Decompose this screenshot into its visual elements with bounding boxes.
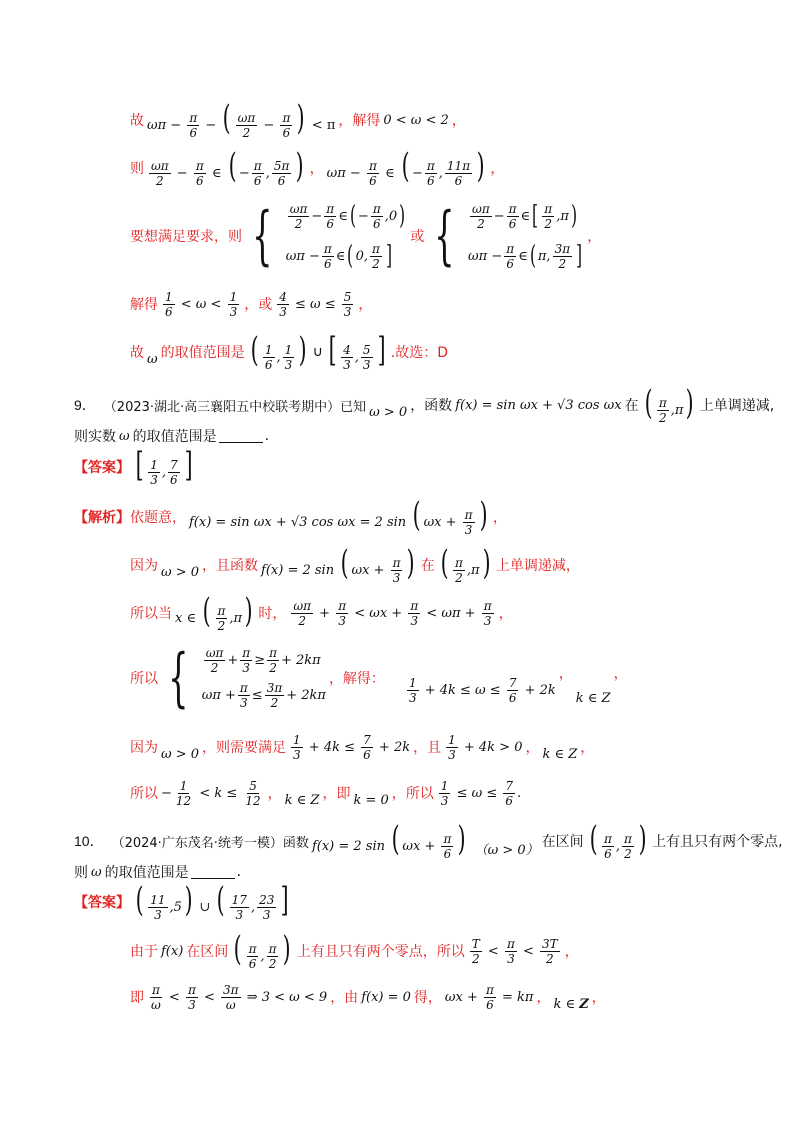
text: ， xyxy=(498,606,513,622)
answer-blank xyxy=(219,430,263,443)
text: ，则需要满足 xyxy=(202,740,287,756)
text: ，解得： xyxy=(328,671,385,687)
text: ，所以 xyxy=(391,786,434,802)
text: 在 xyxy=(420,558,435,574)
math-expr: ( $\frac{\pi}{6}$ , $\frac{\pi}{2}$ ) xyxy=(233,928,292,971)
text: ，且函数 xyxy=(202,558,259,574)
text: ，由 xyxy=(330,990,359,1006)
math-expr: − $\frac{1}{12}$ < k ≤ $\frac{5}{12}$ xyxy=(161,778,261,808)
text: ， xyxy=(564,944,579,960)
brace: { xyxy=(168,641,189,715)
math-expr: $\frac{4}{3}$ ≤ ω ≤ $\frac{5}{3}$ xyxy=(279,289,352,319)
text: 的取值范围是 xyxy=(104,865,189,881)
solution-line-4 xyxy=(130,284,372,324)
q9-answer xyxy=(74,446,198,488)
text: 要想满足要求，则 xyxy=(130,229,242,245)
solution-line-1 xyxy=(130,97,466,140)
math-expr: k ∈ Z xyxy=(284,792,320,808)
text: .故选：D xyxy=(390,345,448,361)
text: ，函数 xyxy=(410,398,453,414)
text: ，解得 xyxy=(338,113,381,129)
text: 在区间 xyxy=(541,834,584,850)
math-expr: ( $\frac{\pi}{6}$ , $\frac{\pi}{2}$ ) xyxy=(589,818,647,861)
q9-stem-line-2 xyxy=(74,424,269,448)
text: ， xyxy=(580,740,595,756)
math-expr: ωx + $\frac{\pi}{6}$ = kπ xyxy=(444,982,534,1012)
text: 上单调递减， xyxy=(495,558,580,574)
text: 由于 xyxy=(130,944,158,960)
text: 在 xyxy=(624,398,639,414)
text: ，即 xyxy=(322,786,351,802)
q9-analysis-line-5 xyxy=(130,726,594,768)
math-expr: $\frac{T}{2}$ < $\frac{\pi}{3}$ < $\frac{3T}{2}$ xyxy=(471,936,558,966)
q10-analysis-line-2 xyxy=(130,976,606,1018)
q10-answer xyxy=(74,880,295,924)
q9-analysis-line-3 xyxy=(130,592,513,634)
math-expr: $\frac{1}{3}$ + 4k ≤ $\frac{7}{6}$ + 2k xyxy=(293,732,411,762)
math-expr: f(x) = 2 sin ( ωx + $\frac{\pi}{6}$ ) xyxy=(311,818,466,861)
math-expr: k ∈ Z xyxy=(542,746,578,762)
math-expr: ωπ − $\frac{\pi}{6}$ − ( $\frac{\omega\pi}{2}$ − $\frac{\pi}{6}$ ) < π xyxy=(147,97,336,140)
text: 时， xyxy=(258,606,287,622)
text: 依题意， xyxy=(130,510,186,526)
answer-blank xyxy=(191,866,235,879)
math-expr: ω > 0 xyxy=(161,564,200,580)
math-system: $\frac{\omega\pi}{2}$ − $\frac{\pi}{6}$ ∈ [ $\frac{\pi}{2}$ ,π ) ωπ − $\frac{\pi}{6}$ ∈ ( π, $\frac{3\pi}{2}$ ] xyxy=(468,201,583,271)
text: ， xyxy=(490,161,505,177)
math-expr: f(x) = sin ωx + √3 cos ωx = 2 sin ( ωx + $\frac{\pi}{3}$ ) xyxy=(189,494,488,537)
math-expr: $\frac{\pi}{\omega}$ < $\frac{\pi}{3}$ < $\frac{3\pi}{\omega}$ ⇒ 3 < ω < 9 xyxy=(151,982,328,1012)
math-expr: k ∈ Z xyxy=(575,690,611,706)
text: ， xyxy=(309,161,324,177)
math-expr: x ∈ ( $\frac{\pi}{2}$ ,π) xyxy=(175,590,253,633)
math-system: $\frac{\omega\pi}{2}$ − $\frac{\pi}{6}$ ∈ ( − $\frac{\pi}{6}$ ,0 ) ωπ − $\frac{\pi}{6}$ ∈ ( 0, $\frac{\pi}{2}$ ] xyxy=(285,201,406,271)
math-expr: f(x) xyxy=(161,943,184,959)
question-source: （2024·广东茂名·统考一模）函数 xyxy=(111,835,309,851)
math-expr: ( $\frac{\pi}{2}$ ,π) xyxy=(440,542,491,585)
math-expr: k ∈ Z xyxy=(553,996,589,1012)
text: 所以 xyxy=(130,786,158,802)
text: . xyxy=(236,864,242,880)
text: . xyxy=(264,428,270,444)
solution-line-2 xyxy=(130,145,505,188)
brace: { xyxy=(252,199,273,273)
text: 在区间 xyxy=(186,944,229,960)
text: 因为 xyxy=(130,740,158,756)
text: 所以 xyxy=(130,671,158,687)
math-omega: ω xyxy=(147,351,158,367)
math-expr: ω > 0 xyxy=(369,404,408,420)
q9-stem-line-1 xyxy=(74,384,774,426)
text: 因为 xyxy=(130,558,158,574)
text: 故 xyxy=(130,113,144,129)
text: 则 xyxy=(74,865,88,881)
text: 上单调递减, xyxy=(699,398,775,414)
math-expr: f(x) = sin ωx + √3 cos ωx xyxy=(455,397,622,413)
union-symbol: ∪ xyxy=(312,344,323,360)
text: 上有且只有两个零点, xyxy=(652,834,783,850)
math-expr: $\frac{\omega\pi}{2}$ + $\frac{\pi}{3}$ < ωx + $\frac{\pi}{3}$ < ωπ + $\frac{\pi}{3}$ xyxy=(293,598,492,628)
analysis-tag: 【解析】 xyxy=(74,510,130,526)
text: ， xyxy=(591,990,606,1006)
math-system: $\frac{\omega\pi}{2}$ + $\frac{\pi}{3}$ ≥ $\frac{\pi}{2}$ + 2kπ ωπ + $\frac{\pi}{3}$ ≤ $\frac{3\pi}{2}$ + 2kπ xyxy=(201,646,326,710)
math-expr: [ $\frac{1}{3}$ , $\frac{7}{6}$ ] xyxy=(135,444,193,487)
math-expr: $\frac{1}{3}$ + 4k ≤ ω ≤ $\frac{7}{6}$ + 2k xyxy=(408,675,556,705)
text: ， xyxy=(358,297,373,313)
math-omega: ω xyxy=(91,864,102,880)
text: 解得 xyxy=(130,297,158,313)
q9-analysis-line-6 xyxy=(130,772,524,814)
math-expr: k = 0 xyxy=(353,792,389,808)
math-expr: [ $\frac{4}{3}$ , $\frac{5}{3}$ ] xyxy=(328,329,386,372)
math-expr: ωπ − $\frac{\pi}{6}$ ∈ ( − $\frac{\pi}{6}$ , $\frac{11\pi}{6}$ ) xyxy=(326,145,485,188)
brace: { xyxy=(434,199,455,273)
math-expr: ω > 0 xyxy=(161,746,200,762)
q10-stem-line-1 xyxy=(74,818,783,864)
answer-tag: 【答案】 xyxy=(74,460,130,476)
question-number: 10． xyxy=(74,833,104,849)
text: 故 xyxy=(130,345,144,361)
math-omega: ω xyxy=(119,428,130,444)
text: 得， xyxy=(413,990,442,1006)
answer-tag: 【答案】 xyxy=(74,895,130,911)
q9-analysis-line-4 xyxy=(130,640,628,716)
text: ， xyxy=(613,666,628,682)
q10-analysis-line-1 xyxy=(130,930,579,972)
text: 的取值范围是 xyxy=(132,429,217,445)
text: 即 xyxy=(130,990,144,1006)
math-expr: ( $\frac{\pi}{2}$ ,π) xyxy=(644,382,695,425)
text: ，或 xyxy=(244,297,273,313)
math-expr: $\frac{1}{3}$ + 4k > 0 xyxy=(448,732,523,762)
math-expr: f(x) = 2 sin ( ωx + $\frac{\pi}{3}$ ) xyxy=(261,542,416,585)
text: 则 xyxy=(130,161,144,177)
math-expr: $\frac{1}{3}$ ≤ ω ≤ $\frac{7}{6}$ . xyxy=(440,778,522,808)
math-expr: ( $\frac{1}{6}$ , $\frac{1}{3}$ ) xyxy=(250,329,307,372)
text: 或 xyxy=(410,229,425,245)
text: ， xyxy=(525,740,540,756)
question-number: 9． xyxy=(74,397,96,413)
text: ， xyxy=(536,990,551,1006)
text: ， xyxy=(267,786,282,802)
text: ， xyxy=(492,510,507,526)
q9-analysis-line-2 xyxy=(130,544,580,586)
math-expr: 0 < ω < 2 xyxy=(383,112,449,128)
solution-line-5 xyxy=(130,330,448,374)
text: 的取值范围是 xyxy=(160,345,245,361)
text: ， xyxy=(587,229,602,245)
text: ，且 xyxy=(413,740,442,756)
math-expr: $\frac{\omega\pi}{2}$ − $\frac{\pi}{6}$ ∈ ( − $\frac{\pi}{6}$ , $\frac{5\pi}{6}$ ) xyxy=(151,145,304,188)
solution-line-3 xyxy=(130,195,601,277)
text: 则实数 xyxy=(74,429,116,445)
math-expr: $\frac{1}{6}$ < ω < $\frac{1}{3}$ xyxy=(165,289,238,319)
math-expr: f(x) = 0 xyxy=(361,989,411,1005)
text: 所以当 xyxy=(130,606,172,622)
math-expr: （ω > 0） xyxy=(474,842,539,858)
math-expr: ( $\frac{11}{3}$ ,5) ∪ ( $\frac{17}{3}$ , $\frac{23}{3}$ ] xyxy=(135,879,289,922)
q9-analysis-line-1 xyxy=(74,496,507,538)
text: ， xyxy=(451,113,466,129)
text: ， xyxy=(558,666,573,682)
text: 上有且只有两个零点，所以 xyxy=(296,944,465,960)
question-source: （2023·湖北·高三襄阳五中校联考期中）已知 xyxy=(103,399,367,415)
